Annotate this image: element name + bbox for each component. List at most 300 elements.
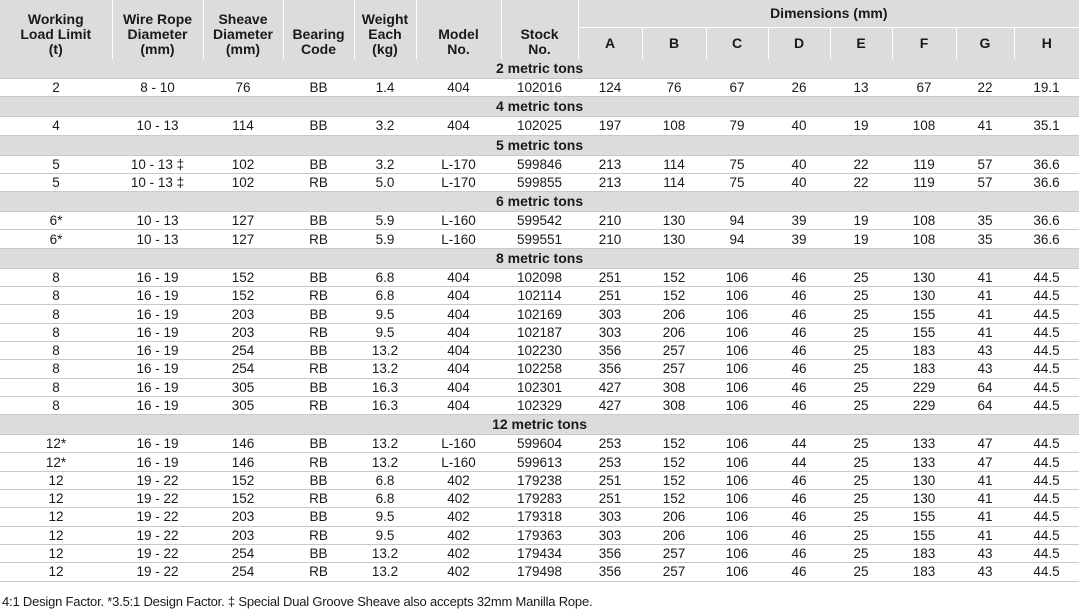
table-cell: 102187 [501, 323, 578, 341]
table-cell: 183 [892, 563, 956, 581]
table-cell: 251 [578, 287, 642, 305]
table-cell: 102 [203, 155, 283, 173]
section-title: 12 metric tons [0, 415, 1079, 435]
table-cell: 127 [203, 230, 283, 248]
table-cell: 44.5 [1014, 508, 1079, 526]
header-line: (kg) [372, 41, 398, 57]
table-row [0, 173, 1079, 191]
table-cell: 46 [768, 471, 830, 489]
table-cell: BB [283, 544, 354, 562]
table-cell: 44.5 [1014, 490, 1079, 508]
table-cell: 106 [706, 287, 768, 305]
table-cell: RB [283, 526, 354, 544]
table-cell: 210 [578, 212, 642, 230]
table-cell: 146 [203, 435, 283, 453]
table-cell: RB [283, 360, 354, 378]
table-cell: 106 [706, 544, 768, 562]
table-cell: 152 [642, 435, 706, 453]
header-dim-b: B [642, 28, 706, 60]
table-cell: 124 [578, 79, 642, 97]
table-cell: 94 [706, 212, 768, 230]
header-dimensions: Dimensions (mm) [578, 0, 1079, 28]
table-cell: 8 - 10 [112, 79, 203, 97]
table-cell: 5.9 [354, 212, 416, 230]
table-cell: 8 [0, 268, 112, 286]
table-cell: 12 [0, 526, 112, 544]
table-cell: 94 [706, 230, 768, 248]
header-line: No. [447, 41, 470, 57]
table-cell: 5.9 [354, 230, 416, 248]
table-row [0, 287, 1079, 305]
table-cell: 46 [768, 490, 830, 508]
table-body [0, 59, 1079, 581]
table-cell: 402 [416, 544, 501, 562]
header-line: (mm) [140, 41, 175, 57]
table-row [0, 435, 1079, 453]
table-cell: 1.4 [354, 79, 416, 97]
table-cell: 599551 [501, 230, 578, 248]
table-cell: BB [283, 435, 354, 453]
table-cell: RB [283, 230, 354, 248]
table-cell: 356 [578, 544, 642, 562]
table-cell: 106 [706, 341, 768, 359]
table-cell: 8 [0, 305, 112, 323]
table-cell: 4 [0, 117, 112, 135]
table-cell: BB [283, 341, 354, 359]
table-cell: 210 [578, 230, 642, 248]
table-cell: 206 [642, 526, 706, 544]
table-cell: 16 - 19 [112, 435, 203, 453]
table-cell: 356 [578, 341, 642, 359]
table-cell: 64 [956, 396, 1014, 414]
table-cell: 44.5 [1014, 453, 1079, 471]
table-row [0, 341, 1079, 359]
table-cell: 25 [830, 360, 892, 378]
table-cell: 44.5 [1014, 323, 1079, 341]
table-cell: 41 [956, 268, 1014, 286]
header-line: Each [368, 26, 402, 42]
table-cell: BB [283, 155, 354, 173]
table-cell: 44.5 [1014, 563, 1079, 581]
table-cell: 106 [706, 378, 768, 396]
table-cell: 130 [892, 287, 956, 305]
table-cell: 404 [416, 287, 501, 305]
table-cell: 106 [706, 360, 768, 378]
table-cell: 2 [0, 79, 112, 97]
table-cell: BB [283, 305, 354, 323]
table-cell: 8 [0, 360, 112, 378]
table-cell: 305 [203, 396, 283, 414]
table-row [0, 396, 1079, 414]
table-cell: 44 [768, 453, 830, 471]
table-cell: 5 [0, 173, 112, 191]
table-cell: 22 [830, 155, 892, 173]
section-title: 8 metric tons [0, 248, 1079, 268]
table-cell: 404 [416, 268, 501, 286]
table-cell: 25 [830, 323, 892, 341]
table-cell: 40 [768, 173, 830, 191]
header-working-load-limit [0, 0, 112, 59]
table-cell: 599855 [501, 173, 578, 191]
table-cell: L-160 [416, 435, 501, 453]
table-cell: 36.6 [1014, 173, 1079, 191]
table-cell: 25 [830, 341, 892, 359]
table-cell: 75 [706, 173, 768, 191]
table-cell: 41 [956, 117, 1014, 135]
table-cell: 404 [416, 341, 501, 359]
header-bearing-code [283, 0, 354, 59]
table-cell: 253 [578, 435, 642, 453]
table-cell: 179434 [501, 544, 578, 562]
table-cell: 13.2 [354, 341, 416, 359]
table-cell: 599846 [501, 155, 578, 173]
table-cell: BB [283, 79, 354, 97]
table-cell: 213 [578, 173, 642, 191]
table-cell: 179318 [501, 508, 578, 526]
table-cell: 47 [956, 435, 1014, 453]
table-cell: 46 [768, 396, 830, 414]
table-cell: 76 [203, 79, 283, 97]
table-cell: 16 - 19 [112, 378, 203, 396]
table-cell: 308 [642, 378, 706, 396]
table-row [0, 155, 1079, 173]
table-cell: BB [283, 117, 354, 135]
table-cell: 108 [642, 117, 706, 135]
table-cell: 12* [0, 453, 112, 471]
table-cell: 254 [203, 563, 283, 581]
table-row [0, 79, 1079, 97]
table-cell: 6* [0, 212, 112, 230]
table-cell: 46 [768, 508, 830, 526]
table-cell: 152 [642, 287, 706, 305]
table-cell: 25 [830, 378, 892, 396]
table-cell: 6.8 [354, 287, 416, 305]
table-cell: 402 [416, 490, 501, 508]
table-cell: 44.5 [1014, 287, 1079, 305]
table-cell: 10 - 13 [112, 230, 203, 248]
table-cell: 46 [768, 563, 830, 581]
table-cell: 41 [956, 323, 1014, 341]
table-cell: BB [283, 212, 354, 230]
table-cell: 25 [830, 490, 892, 508]
table-cell: 130 [642, 230, 706, 248]
footnote: 4:1 Design Factor. *3.5:1 Design Factor. ‡ Special Dual Groove Sheave also accepts 32mm Manilla Rope. [2, 594, 593, 609]
table-cell: 46 [768, 360, 830, 378]
table-cell: 206 [642, 305, 706, 323]
table-cell: 356 [578, 360, 642, 378]
table-cell: 183 [892, 360, 956, 378]
table-cell: 22 [956, 79, 1014, 97]
table-cell: 25 [830, 396, 892, 414]
table-cell: 12 [0, 490, 112, 508]
table-cell: 12 [0, 471, 112, 489]
table-cell: 404 [416, 396, 501, 414]
table-cell: 16 - 19 [112, 360, 203, 378]
header-line: Diameter [213, 26, 273, 42]
table-cell: 25 [830, 435, 892, 453]
table-cell: 26 [768, 79, 830, 97]
table-cell: 46 [768, 268, 830, 286]
table-cell: 6.8 [354, 268, 416, 286]
table-cell: 203 [203, 508, 283, 526]
table-cell: 25 [830, 453, 892, 471]
table-row [0, 490, 1079, 508]
table-cell: 44.5 [1014, 396, 1079, 414]
table-cell: 36.6 [1014, 230, 1079, 248]
table-cell: 10 - 13 ‡ [112, 155, 203, 173]
table-cell: 108 [892, 230, 956, 248]
table-cell: RB [283, 396, 354, 414]
table-cell: 303 [578, 323, 642, 341]
table-cell: 16 - 19 [112, 453, 203, 471]
table-cell: 305 [203, 378, 283, 396]
table-cell: 41 [956, 305, 1014, 323]
table-cell: 152 [642, 268, 706, 286]
table-cell: 19 - 22 [112, 526, 203, 544]
table-cell: 12* [0, 435, 112, 453]
table-cell: 108 [892, 212, 956, 230]
table-cell: 10 - 13 [112, 212, 203, 230]
table-row [0, 268, 1079, 286]
table-cell: 102 [203, 173, 283, 191]
table-cell: 102025 [501, 117, 578, 135]
table-cell: 599604 [501, 435, 578, 453]
table-cell: 356 [578, 563, 642, 581]
table-cell: 19 [830, 117, 892, 135]
table-cell: 130 [642, 212, 706, 230]
table-cell: 402 [416, 471, 501, 489]
table-row [0, 305, 1079, 323]
table-cell: 64 [956, 378, 1014, 396]
table-cell: 114 [203, 117, 283, 135]
table-cell: 35.1 [1014, 117, 1079, 135]
header-line: Bearing [292, 26, 345, 42]
table-cell: 46 [768, 544, 830, 562]
table-cell: 25 [830, 526, 892, 544]
table-cell: 5 [0, 155, 112, 173]
table-cell: BB [283, 508, 354, 526]
table-cell: 152 [642, 453, 706, 471]
table-cell: 44.5 [1014, 435, 1079, 453]
table-row [0, 526, 1079, 544]
table-cell: 44.5 [1014, 378, 1079, 396]
section-title: 6 metric tons [0, 192, 1079, 212]
table-cell: 6.8 [354, 490, 416, 508]
table-cell: 130 [892, 471, 956, 489]
table-cell: 75 [706, 155, 768, 173]
table-cell: BB [283, 471, 354, 489]
table-cell: RB [283, 453, 354, 471]
table-cell: 108 [892, 117, 956, 135]
table-cell: 203 [203, 305, 283, 323]
table-cell: 257 [642, 360, 706, 378]
table-cell: 130 [892, 268, 956, 286]
table-cell: 41 [956, 287, 1014, 305]
table-cell: 8 [0, 287, 112, 305]
table-cell: 3.2 [354, 117, 416, 135]
table-cell: 251 [578, 268, 642, 286]
table-cell: 67 [892, 79, 956, 97]
table-cell: RB [283, 563, 354, 581]
table-cell: 229 [892, 378, 956, 396]
table-cell: 102098 [501, 268, 578, 286]
table-cell: 19 [830, 212, 892, 230]
table-cell: 152 [642, 490, 706, 508]
table-cell: 599542 [501, 212, 578, 230]
table-cell: 9.5 [354, 305, 416, 323]
table-cell: 47 [956, 453, 1014, 471]
header-line: (mm) [225, 41, 261, 57]
table-cell: 19 - 22 [112, 471, 203, 489]
table-cell: 155 [892, 323, 956, 341]
table-cell: 257 [642, 341, 706, 359]
table-cell: 8 [0, 341, 112, 359]
table-cell: 16 - 19 [112, 341, 203, 359]
table-cell: 25 [830, 563, 892, 581]
table-cell: 46 [768, 526, 830, 544]
table-cell: 203 [203, 526, 283, 544]
table-cell: 404 [416, 117, 501, 135]
table-cell: 106 [706, 490, 768, 508]
table-cell: 44.5 [1014, 544, 1079, 562]
table-cell: 427 [578, 396, 642, 414]
table-cell: RB [283, 173, 354, 191]
header-dim-f: F [892, 28, 956, 60]
section-header-row [0, 97, 1079, 117]
table-cell: 102230 [501, 341, 578, 359]
header-stock-no [501, 0, 578, 59]
table-cell: 6* [0, 230, 112, 248]
table-cell: 12 [0, 563, 112, 581]
table-cell: 119 [892, 155, 956, 173]
table-cell: L-160 [416, 453, 501, 471]
table-cell: 25 [830, 544, 892, 562]
table-cell: 254 [203, 544, 283, 562]
table-cell: 12 [0, 508, 112, 526]
table-cell: 13.2 [354, 435, 416, 453]
table-cell: 46 [768, 341, 830, 359]
table-cell: 102258 [501, 360, 578, 378]
table-cell: 203 [203, 323, 283, 341]
table-cell: RB [283, 287, 354, 305]
table-cell: 35 [956, 212, 1014, 230]
table-cell: 106 [706, 526, 768, 544]
table-cell: 114 [642, 173, 706, 191]
table-cell: 41 [956, 508, 1014, 526]
table-cell: 257 [642, 563, 706, 581]
header-model-no [416, 0, 501, 59]
table-cell: 179238 [501, 471, 578, 489]
table-cell: L-160 [416, 230, 501, 248]
table-cell: 57 [956, 173, 1014, 191]
table-cell: 44 [768, 435, 830, 453]
table-cell: 79 [706, 117, 768, 135]
table-cell: 155 [892, 508, 956, 526]
table-cell: 3.2 [354, 155, 416, 173]
table-cell: 106 [706, 305, 768, 323]
table-cell: 19 - 22 [112, 563, 203, 581]
table-cell: 106 [706, 471, 768, 489]
table-cell: 13.2 [354, 453, 416, 471]
table-row [0, 471, 1079, 489]
table-cell: 19 - 22 [112, 508, 203, 526]
table-cell: 10 - 13 [112, 117, 203, 135]
header-dim-h: H [1014, 28, 1079, 60]
table-cell: 25 [830, 508, 892, 526]
table-row [0, 230, 1079, 248]
header-line: Working [27, 11, 84, 27]
table-cell: 133 [892, 435, 956, 453]
table-cell: 8 [0, 323, 112, 341]
table-cell: 179498 [501, 563, 578, 581]
table-cell: 303 [578, 305, 642, 323]
header-line: (t) [48, 41, 63, 57]
table-cell: 16.3 [354, 396, 416, 414]
table-cell: 36.6 [1014, 212, 1079, 230]
table-cell: 46 [768, 378, 830, 396]
table-cell: 599613 [501, 453, 578, 471]
table-cell: 119 [892, 173, 956, 191]
table-cell: 402 [416, 526, 501, 544]
table-cell: 57 [956, 155, 1014, 173]
table-cell: 19 - 22 [112, 490, 203, 508]
table-cell: L-170 [416, 155, 501, 173]
section-title: 4 metric tons [0, 97, 1079, 117]
table-cell: 404 [416, 79, 501, 97]
table-cell: 102016 [501, 79, 578, 97]
header-dim-e: E [830, 28, 892, 60]
table-cell: 25 [830, 305, 892, 323]
section-header-row [0, 135, 1079, 155]
table-cell: 146 [203, 453, 283, 471]
table-cell: 308 [642, 396, 706, 414]
table-cell: 43 [956, 360, 1014, 378]
table-cell: BB [283, 268, 354, 286]
table-cell: 44.5 [1014, 360, 1079, 378]
header-line: Model [438, 26, 479, 42]
table-cell: 44.5 [1014, 341, 1079, 359]
table-cell: 16.3 [354, 378, 416, 396]
table-cell: 155 [892, 305, 956, 323]
table-cell: 152 [203, 287, 283, 305]
table-cell: 44.5 [1014, 268, 1079, 286]
header-weight-each [354, 0, 416, 59]
table-cell: 402 [416, 508, 501, 526]
table-cell: 8 [0, 378, 112, 396]
header-dim-a: A [578, 28, 642, 60]
table-cell: 106 [706, 453, 768, 471]
table-cell: 133 [892, 453, 956, 471]
table-cell: 44.5 [1014, 526, 1079, 544]
table-cell: 35 [956, 230, 1014, 248]
table-cell: BB [283, 378, 354, 396]
header-dim-g: G [956, 28, 1014, 60]
table-cell: 106 [706, 563, 768, 581]
table-cell: RB [283, 490, 354, 508]
table-cell: 106 [706, 508, 768, 526]
table-cell: 39 [768, 230, 830, 248]
table-cell: 253 [578, 453, 642, 471]
table-cell: 102169 [501, 305, 578, 323]
table-cell: 130 [892, 490, 956, 508]
table-cell: 254 [203, 341, 283, 359]
section-header-row [0, 192, 1079, 212]
table-cell: 152 [642, 471, 706, 489]
header-dim-d: D [768, 28, 830, 60]
header-dim-c: C [706, 28, 768, 60]
table-cell: 102301 [501, 378, 578, 396]
header-line: Sheave [218, 11, 268, 27]
